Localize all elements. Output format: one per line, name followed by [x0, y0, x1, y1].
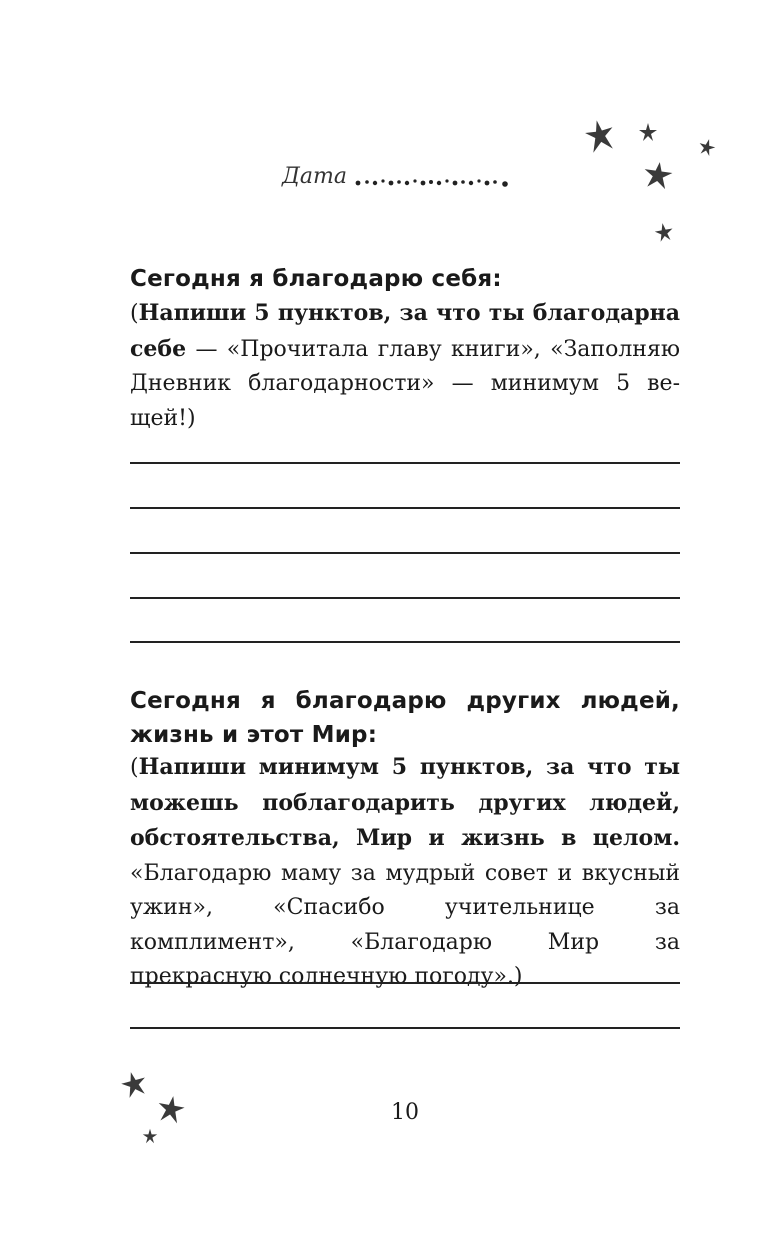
- write-line[interactable]: [130, 552, 680, 554]
- write-line[interactable]: [130, 597, 680, 599]
- section-others-heading: Сегодня я благодарю других людей, жизнь и этот Мир:: [130, 688, 680, 748]
- write-line[interactable]: [130, 982, 680, 984]
- section-self-heading: Сегодня я благодарю себя:: [130, 266, 502, 292]
- write-line[interactable]: [130, 462, 680, 464]
- star-icon: [120, 1070, 148, 1098]
- star-icon: [584, 118, 616, 154]
- write-line[interactable]: [130, 507, 680, 509]
- star-icon: [642, 160, 674, 190]
- date-label: Дата: [282, 164, 347, 189]
- star-icon: [142, 1128, 158, 1144]
- write-line[interactable]: [130, 1027, 680, 1029]
- star-icon: [156, 1094, 186, 1124]
- section-self-instruction: (Напиши 5 пунктов, за что ты благодарна себе — «Прочитала главу книги», «Заполняю Дневник благодарности» — минимум 5 вещей!): [130, 300, 680, 431]
- write-line[interactable]: [130, 641, 680, 643]
- star-icon: [638, 122, 658, 142]
- page-number: 10: [391, 1100, 419, 1125]
- section-others-instruction: (Напиши минимум 5 пунктов, за что ты можешь поблагодарить других людей, обстоятельства, Мир и жизнь в целом. «Благодарю маму за мудрый совет и вкусный ужин», «Спасибо учительнице за комплимент», «Благодарю Мир за прекрасную солнечную погоду».): [130, 754, 680, 989]
- star-icon: [654, 222, 674, 242]
- date-fill-line[interactable]: [354, 172, 510, 188]
- star-icon: [698, 138, 716, 156]
